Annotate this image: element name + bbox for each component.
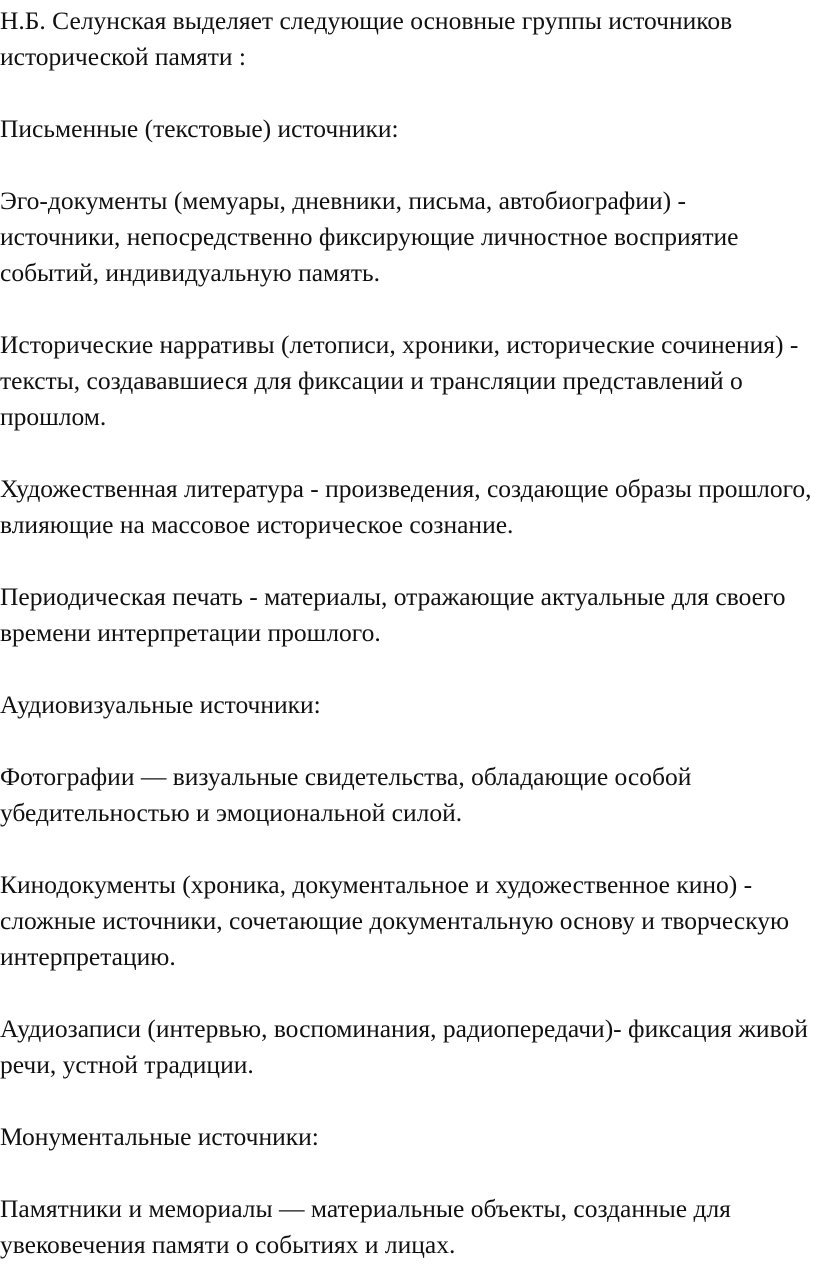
paragraph-photographs: Фотографии — визуальные свидетельства, обладающие особой убедительностью и эмоциональной силой. xyxy=(0,762,692,827)
paragraph-historical-narratives: Исторические нарративы (летописи, хроники, исторические сочинения) - тексты, создававшиеся для фиксации и трансляции представлений о прошлом. xyxy=(0,330,799,431)
intro-paragraph: Н.Б. Селунская выделяет следующие основные группы источников исторической памяти : xyxy=(0,6,733,71)
heading-monumental-sources: Монументальные источники: xyxy=(0,1122,319,1151)
paragraph-fiction: Художественная литература - произведения, создающие образы прошлого, влияющие на массовое историческое сознание. xyxy=(0,474,812,539)
paragraph-ego-documents: Эго-документы (мемуары, дневники, письма, автобиографии) - источники, непосредственно фиксирующие личностное восприятие событий, индивидуальную память. xyxy=(0,186,739,287)
paragraph-film-documents: Кинодокументы (хроника, документальное и художественное кино) - сложные источники, сочетающие документальную основу и творческую интерпретацию. xyxy=(0,870,790,971)
paragraph-periodical-press: Периодическая печать - материалы, отражающие актуальные для своего времени интерпретации прошлого. xyxy=(0,582,786,647)
paragraph-audio-recordings: Аудиозаписи (интервью, воспоминания, радиопередачи)- фиксация живой речи, устной традиции. xyxy=(0,1014,808,1079)
heading-written-sources: Письменные (текстовые) источники: xyxy=(0,114,399,143)
paragraph-monuments-memorials: Памятники и мемориалы — материальные объекты, созданные для увековечения памяти о событиях и лицах. xyxy=(0,1194,731,1259)
document-body xyxy=(0,3,812,1263)
heading-audiovisual-sources: Аудиовизуальные источники: xyxy=(0,690,321,719)
